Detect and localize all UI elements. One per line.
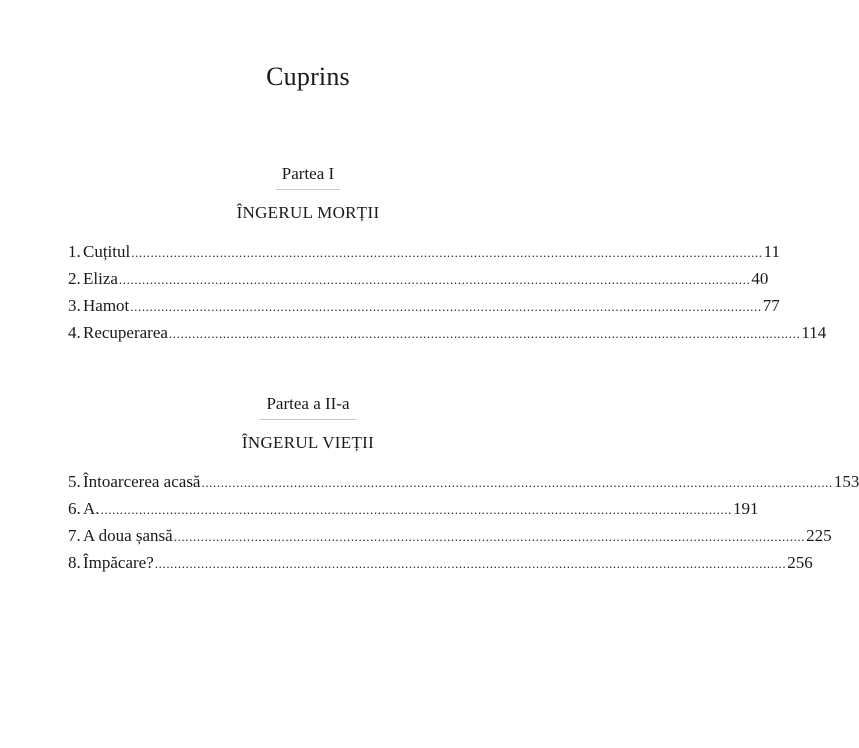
- entry-title: Recuperarea: [83, 323, 168, 342]
- part-section-1: [0, 163, 827, 342]
- entry-page-number: 191: [732, 499, 759, 518]
- entry-page-number: 114: [801, 323, 827, 342]
- dot-leader: ....................................................................................................................................................................: [173, 529, 806, 544]
- part-label: Partea I: [276, 163, 340, 190]
- part-section-2: [0, 393, 859, 572]
- dot-leader: ....................................................................................................................................................................: [130, 299, 762, 314]
- entry-page-number: 11: [763, 242, 781, 261]
- entry-number: 4.: [68, 323, 81, 342]
- toc-entry[interactable]: [68, 549, 813, 576]
- part-label: Partea a II-a: [260, 393, 355, 420]
- dot-leader: ....................................................................................................................................................................: [131, 245, 763, 260]
- entry-number: 8.: [68, 553, 81, 572]
- entry-page-number: 153: [833, 472, 859, 491]
- page-title: Cuprins: [266, 62, 350, 91]
- part-heading: ÎNGERUL MORȚII: [236, 203, 380, 222]
- toc-entry[interactable]: [68, 468, 859, 495]
- entry-number: 6.: [68, 499, 81, 518]
- dot-leader: ....................................................................................................................................................................: [154, 556, 787, 571]
- part-heading: ÎNGERUL VIEȚII: [241, 433, 375, 452]
- entry-page-number: 77: [762, 296, 780, 315]
- toc-entry[interactable]: [68, 319, 827, 346]
- entry-title: A doua șansă: [83, 526, 173, 545]
- dot-leader: ....................................................................................................................................................................: [118, 272, 751, 287]
- entry-title: Împăcare?: [83, 553, 154, 572]
- entry-page-number: 40: [751, 269, 769, 288]
- entry-number: 3.: [68, 296, 81, 315]
- toc-list: [68, 238, 827, 346]
- entry-number: 7.: [68, 526, 81, 545]
- toc-list: [68, 468, 859, 576]
- entry-title: Eliza: [83, 269, 118, 288]
- toc-entry[interactable]: [68, 495, 759, 522]
- entry-number: 2.: [68, 269, 81, 288]
- entry-title: Întoarcerea acasă: [83, 472, 201, 491]
- entry-page-number: 256: [787, 553, 813, 572]
- toc-entry[interactable]: [68, 238, 781, 265]
- entry-title: Hamot: [83, 296, 130, 315]
- entry-page-number: 225: [806, 526, 832, 545]
- toc-entry[interactable]: [68, 265, 769, 292]
- dot-leader: ....................................................................................................................................................................: [201, 475, 833, 490]
- toc-entry[interactable]: [68, 522, 832, 549]
- entry-title: A.: [83, 499, 100, 518]
- entry-title: Cuțitul: [83, 242, 131, 261]
- entry-number: 5.: [68, 472, 81, 491]
- toc-entry[interactable]: [68, 292, 780, 319]
- entry-number: 1.: [68, 242, 81, 261]
- dot-leader: ....................................................................................................................................................................: [168, 326, 801, 341]
- dot-leader: ....................................................................................................................................................................: [100, 502, 732, 517]
